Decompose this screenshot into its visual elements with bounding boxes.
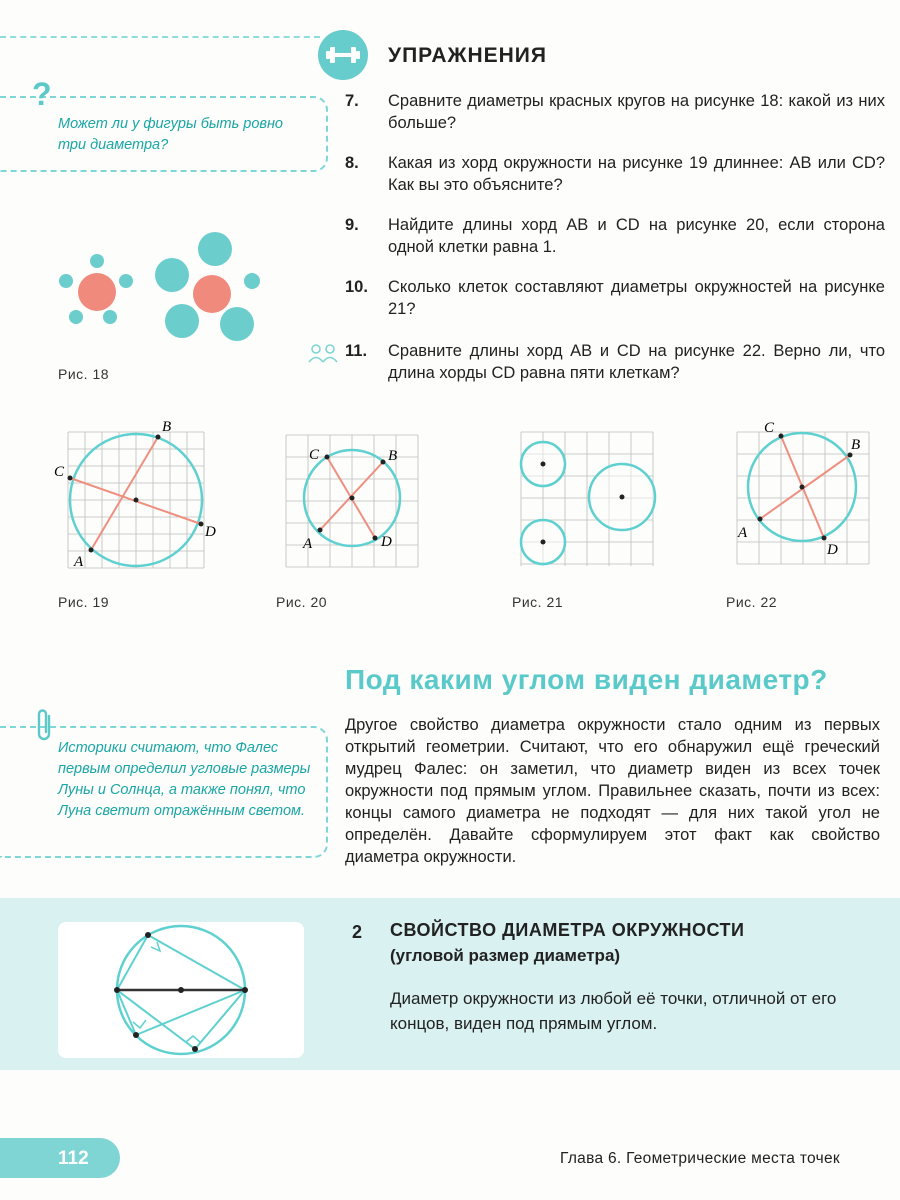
small-teal-circle xyxy=(103,310,117,324)
exercises-icon xyxy=(318,30,368,80)
label-a: A xyxy=(74,554,84,570)
figure-20-caption: Рис. 20 xyxy=(276,594,328,610)
exercise-number: 8. xyxy=(345,154,359,172)
label-d: D xyxy=(205,524,216,540)
large-teal-circle xyxy=(198,232,232,266)
figure-21-caption: Рис. 21 xyxy=(512,594,564,610)
small-teal-circle xyxy=(90,254,104,268)
figure-21 xyxy=(518,430,668,570)
exercise-8 xyxy=(345,152,885,196)
exercise-text: Найдите длины хорд AB и CD на рисунке 20, если сторона одной клетки равна 1. xyxy=(388,216,885,256)
exercise-number: 9. xyxy=(345,216,359,234)
large-teal-circle xyxy=(220,307,254,341)
property-title: СВОЙСТВО ДИАМЕТРА ОКРУЖНОСТИ xyxy=(390,920,745,940)
exercise-text: Какая из хорд окружности на рисунке 19 длиннее: AB или CD? Как вы это объясните? xyxy=(388,154,885,194)
label-b: B xyxy=(388,448,398,464)
page-number: 112 xyxy=(58,1148,89,1169)
property-number: 2 xyxy=(352,922,363,942)
exercise-text: Сколько клеток составляют диаметры окружностей на рисунке 21? xyxy=(388,278,885,318)
exercise-text: Сравните диаметры красных кругов на рисунке 18: какой из них больше? xyxy=(388,92,885,132)
section-body: Другое свойство диаметра окружности стало одним из первых открытий геометрии. Считают, что его обнаружил ещё греческий мудрец Фалес: он заметил, что диаметр виден из всех точек окружности под прямым углом. Правильнее сказать, почти из всех: концы самого диаметра не подходят — для них такой угол не определён. Давайте сформулируем этот факт как свойство диаметра окружности. xyxy=(345,716,880,866)
small-red-circle xyxy=(78,273,116,311)
label-b: B xyxy=(162,420,172,435)
exercises-title: УПРАЖНЕНИЯ xyxy=(388,44,547,67)
large-teal-circle xyxy=(165,304,199,338)
exercise-10 xyxy=(345,276,885,320)
figure-20 xyxy=(283,432,433,572)
exercise-7 xyxy=(345,90,885,134)
large-teal-circle xyxy=(244,273,260,289)
figure-22 xyxy=(733,420,893,570)
property-subtitle: (угловой размер диаметра) xyxy=(390,946,621,965)
small-teal-circle xyxy=(69,310,83,324)
exercise-9 xyxy=(345,214,885,258)
exercise-number: 7. xyxy=(345,92,359,110)
figure-18-caption: Рис. 18 xyxy=(58,366,110,382)
section-title: Под каким углом виден диаметр? xyxy=(345,664,828,695)
exercise-text: Сравните длины хорд AB и CD на рисунке 22. Верно ли, что длина хорды CD равна пяти клеткам? xyxy=(388,342,885,382)
label-d: D xyxy=(381,534,392,550)
small-teal-circle xyxy=(59,274,73,288)
figure-19 xyxy=(52,420,222,580)
large-red-circle xyxy=(193,275,231,313)
label-a: A xyxy=(303,536,313,552)
question-text: Может ли у фигуры быть ровно три диаметра? xyxy=(58,116,283,153)
property-text: Диаметр окружности из любой её точки, отличной от его концов, виден под прямым углом. xyxy=(390,989,837,1033)
group-work-icon xyxy=(308,342,340,364)
label-b: B xyxy=(851,437,861,453)
dumbbell-icon xyxy=(318,30,368,80)
label-c: C xyxy=(309,447,320,463)
question-mark-icon: ? xyxy=(32,76,52,112)
thales-figure xyxy=(58,922,304,1058)
label-c: C xyxy=(54,464,65,480)
figure-19-caption: Рис. 19 xyxy=(58,594,110,610)
small-teal-circle xyxy=(119,274,133,288)
note-text: Историки считают, что Фалес первым определил угловые размеры Луны и Солнца, а также понял, что Луна светит отражённым светом. xyxy=(58,740,311,819)
chapter-footer: Глава 6. Геометрические места точек xyxy=(560,1150,841,1167)
property-figure-card xyxy=(58,922,304,1058)
top-dashed-line xyxy=(0,36,320,38)
figure-18 xyxy=(50,225,260,345)
exercise-number: 11. xyxy=(345,342,368,360)
paperclip-icon xyxy=(34,708,56,742)
label-d: D xyxy=(827,542,838,558)
exercise-number: 10. xyxy=(345,278,368,296)
label-a: A xyxy=(738,525,748,541)
exercise-11 xyxy=(345,340,885,384)
label-c: C xyxy=(764,420,775,436)
large-teal-circle xyxy=(155,258,189,292)
figure-22-caption: Рис. 22 xyxy=(726,594,778,610)
